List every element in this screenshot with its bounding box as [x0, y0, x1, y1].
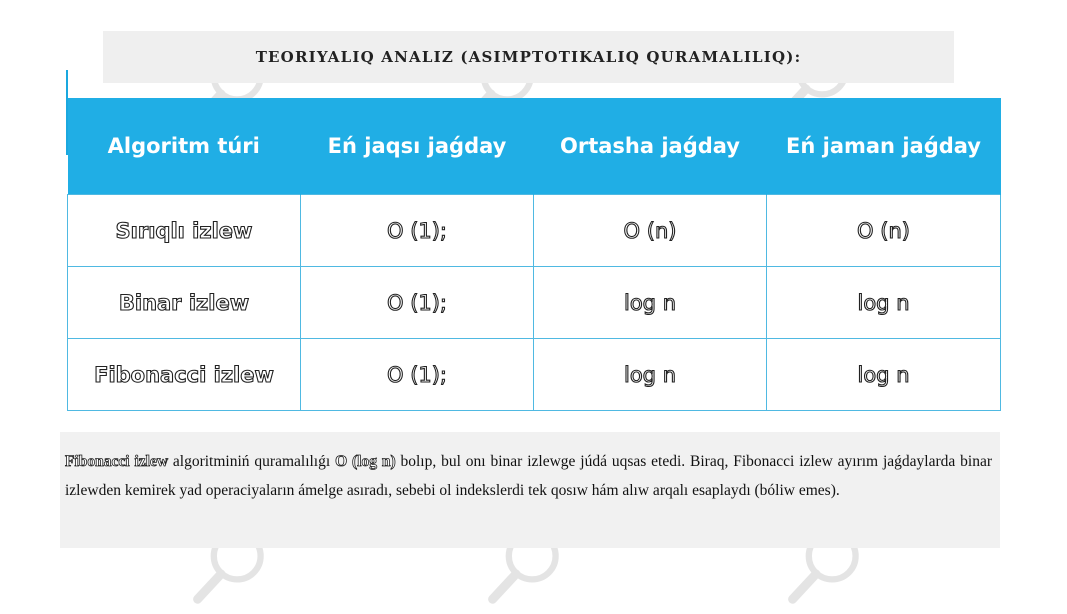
- cell-worst-case: log n: [767, 339, 1001, 411]
- note-text-2: bolıp, bul onı binar izlewge júdá uqsas etedi. Biraq, Fibonacci izlew ayırım jaǵdaylarda binar izlewden kemirek yad operaciyaların ámelge asıradı, sebebi ol indekslerdi tek qosıw hám alıw arqalı esaplaydı (bóliw emes).: [65, 453, 993, 499]
- complexity-table: [67, 98, 1001, 411]
- cell-worst-case: O (n): [767, 195, 1001, 267]
- cell-average-case: O (n): [534, 195, 767, 267]
- row-algorithm-name: Sırıqlı izlew: [68, 195, 301, 267]
- note-text-1: algoritminiń quramalılıǵı: [168, 453, 336, 470]
- table-header-row: [68, 98, 1001, 195]
- cell-best-case: O (1);: [301, 195, 534, 267]
- note-paragraph: [65, 447, 992, 505]
- row-algorithm-name: Fibonacci izlew: [68, 339, 301, 411]
- note-term: Fibonacci izlew: [65, 453, 169, 470]
- table-row: [68, 339, 1001, 411]
- column-header-worst-case: Eń jaman jaǵday: [767, 98, 1001, 195]
- title-banner: [103, 31, 954, 83]
- table-row: [68, 195, 1001, 267]
- explanation-note: [60, 432, 1000, 548]
- cell-worst-case: log n: [767, 267, 1001, 339]
- row-algorithm-name: Binar izlew: [68, 267, 301, 339]
- cell-best-case: O (1);: [301, 339, 534, 411]
- column-header-best-case: Eń jaqsı jaǵday: [301, 98, 534, 195]
- column-header-algorithm: Algoritm túri: [68, 98, 301, 195]
- cell-best-case: O (1);: [301, 267, 534, 339]
- note-complexity: O (log n): [335, 453, 396, 470]
- page-title: TEORIYALIQ ANALIZ (ASIMPTOTIKALIQ QURAMALILIQ):: [255, 48, 802, 66]
- cell-average-case: log n: [534, 267, 767, 339]
- cell-average-case: log n: [534, 339, 767, 411]
- table-row: [68, 267, 1001, 339]
- column-header-average-case: Ortasha jaǵday: [534, 98, 767, 195]
